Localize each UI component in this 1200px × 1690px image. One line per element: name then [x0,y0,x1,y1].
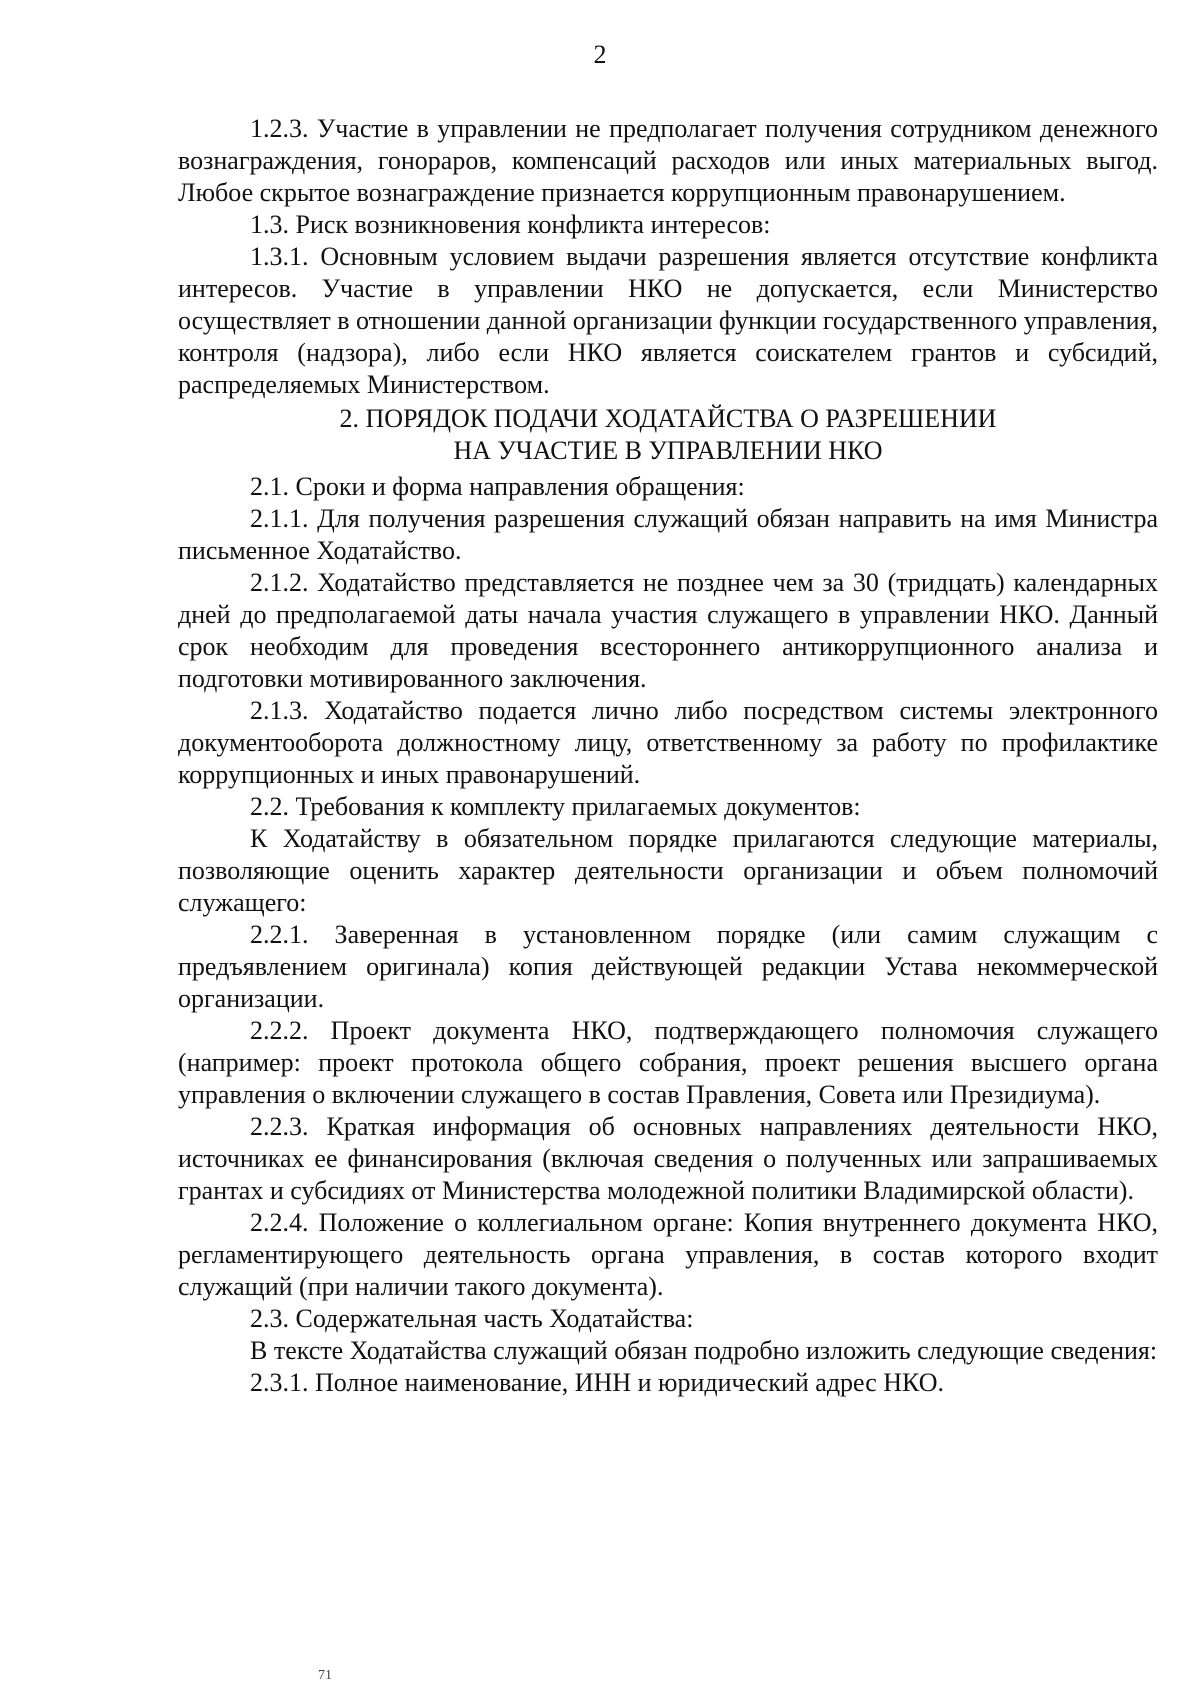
document-body [178,113,1158,1399]
paragraph-2-3-intro: В тексте Ходатайства служащий обязан подробно изложить следующие сведения: [250,1336,1158,1365]
paragraph-2-1-2: 2.1.2. Ходатайство представляется не позднее чем за 30 (тридцать) календарных дней до предполагаемой даты начала участия служащего в управлении НКО. Данный срок необходим для проведения всестороннего антикоррупционного анализа и подготовки мотивированного заключения. [178,568,1158,693]
paragraph-1-3: 1.3. Риск возникновения конфликта интересов: [250,210,771,239]
paragraph-2-2-intro: К Ходатайству в обязательном порядке прилагаются следующие материалы, позволяющие оценить характер деятельности организации и объем полномочий служащего: [178,824,1158,917]
paragraph-2-1: 2.1. Сроки и форма направления обращения: [250,472,745,501]
paragraph-1-3-1: 1.3.1. Основным условием выдачи разрешения является отсутствие конфликта интересов. Участие в управлении НКО не допускается, если Министерство осуществляет в отношении данной организации функции государственного управления, контроля (надзора), либо если НКО является соискателем грантов и субсидий, распределяемых Министерством. [178,242,1158,399]
paragraph-2-1-3: 2.1.3. Ходатайство подается лично либо посредством системы электронного документооборота должностному лицу, ответственному за работу по профилактике коррупционных и иных правонарушений. [178,696,1158,789]
section-heading-2 [178,403,1158,467]
paragraph-1-2-3: 1.2.3. Участие в управлении не предполагает получения сотрудником денежного вознаграждения, гонораров, компенсаций расходов или иных материальных выгод. Любое скрытое вознаграждение признается коррупционным правонарушением. [178,114,1158,207]
paragraph-2-2: 2.2. Требования к комплекту прилагаемых документов: [250,792,861,821]
paragraph-2-2-1: 2.2.1. Заверенная в установленном порядке (или самим служащим с предъявлением оригинала) копия действующей редакции Устава некоммерческой организации. [178,920,1158,1013]
section-heading-line-1: 2. ПОРЯДОК ПОДАЧИ ХОДАТАЙСТВА О РАЗРЕШЕНИИ [339,404,997,433]
paragraph-2-2-2: 2.2.2. Проект документа НКО, подтверждающего полномочия служащего (например: проект протокола общего собрания, проект решения высшего органа управления о включении служащего в состав Правления, Совета или Президиума). [178,1016,1158,1109]
paragraph-2-2-3: 2.2.3. Краткая информация об основных направлениях деятельности НКО, источниках ее финансирования (включая сведения о полученных или запрашиваемых грантах и субсидиях от Министерства молодежной политики Владимирской области). [178,1112,1158,1205]
page-number: 2 [593,40,607,69]
paragraph-2-3-1: 2.3.1. Полное наименование, ИНН и юридический адрес НКО. [250,1368,945,1397]
section-heading-line-2: НА УЧАСТИЕ В УПРАВЛЕНИИ НКО [453,436,883,465]
paragraph-2-2-4: 2.2.4. Положение о коллегиальном органе: Копия внутреннего документа НКО, регламентирующего деятельность органа управления, в состав которого входит служащий (при наличии такого документа). [178,1208,1158,1301]
paragraph-2-3: 2.3. Содержательная часть Ходатайства: [250,1304,694,1333]
paragraph-2-1-1: 2.1.1. Для получения разрешения служащий обязан направить на имя Министра письменное Ходатайство. [178,504,1158,565]
footer-mark: 71 [318,1668,332,1683]
